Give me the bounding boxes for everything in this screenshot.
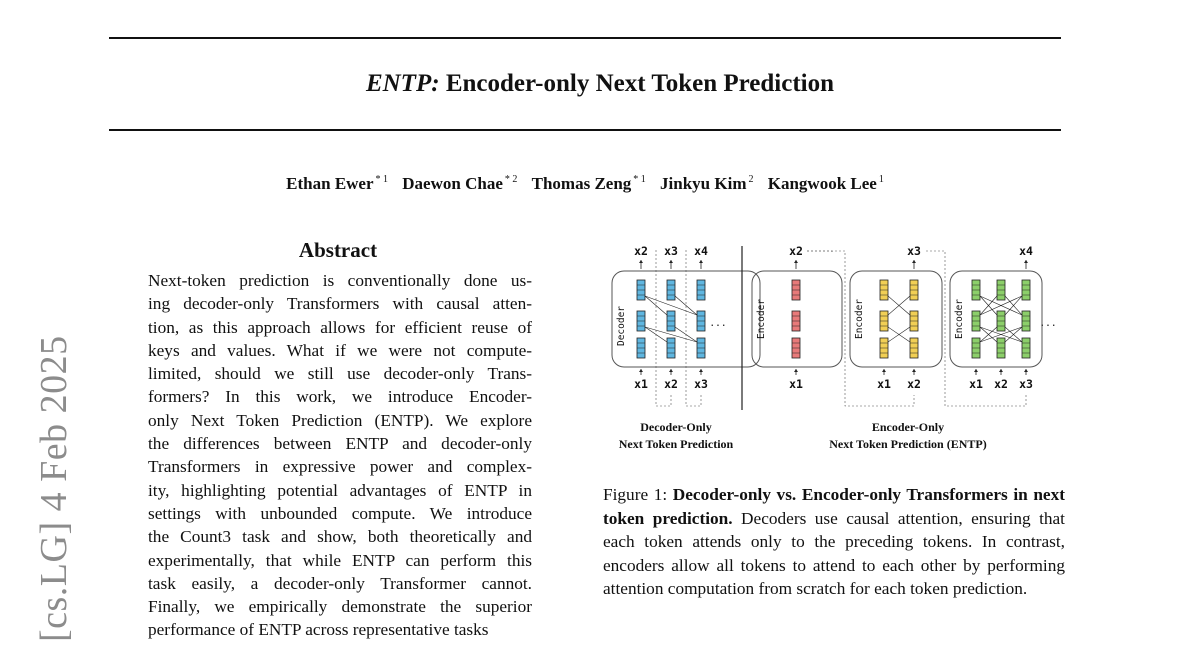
author-affiliation: * 1 (633, 174, 646, 186)
abstract-line: only Next Token Prediction (ENTP). We explore (148, 410, 532, 430)
caption-title: Decoder-only vs. Encoder-only Transformers in next token prediction. (603, 485, 1065, 528)
arrow-head (794, 260, 798, 263)
figure-caption (603, 483, 1065, 601)
abstract-line: ity, highlighting potential advantages of ENTP in (148, 480, 532, 500)
abstract-line: ing decoder-only Transformers with causal atten- (148, 294, 532, 314)
ellipsis: ... (709, 318, 727, 329)
arrow-head (912, 260, 916, 263)
abstract-line: settings with unbounded compute. We introduce (148, 503, 532, 523)
decoder-output-token: x2 (634, 244, 648, 258)
author (402, 174, 517, 193)
author-name: Jinkyu Kim (660, 174, 747, 193)
figure-1-diagram (600, 238, 1070, 458)
arrow-head (974, 369, 978, 372)
arrow-head (669, 369, 673, 372)
abstract-line: Finally, we empirically demonstrate the superior (148, 597, 532, 617)
decoder-output-token: x4 (694, 244, 708, 258)
abstract-line: experimentally, that while ENTP can perform this (148, 550, 532, 570)
abstract-line: task easily, a decoder-only Transformer cannot. (148, 573, 532, 593)
author-name: Kangwook Lee (767, 174, 877, 193)
arrow-head (1024, 260, 1028, 263)
author (660, 174, 753, 193)
abstract-line: the Count3 task and show, both theoretically and (148, 527, 532, 547)
author-name: Daewon Chae (402, 174, 503, 193)
decoder-caption-line-2: Next Token Prediction (618, 437, 734, 451)
abstract-line: the differences between ENTP and decoder-only (148, 434, 532, 454)
caption-label: Figure 1: (603, 485, 673, 504)
decoder-caption-line-1: Decoder-Only (640, 420, 712, 434)
encoder-label: Encoder (854, 298, 865, 340)
paper-title (0, 68, 1200, 100)
arrow-head (912, 369, 916, 372)
arrow-head (669, 260, 673, 263)
abstract-line: Transformers in expressive power and complex- (148, 457, 532, 477)
encoder-input-token: x1 (969, 377, 983, 391)
author (286, 174, 388, 193)
decoder-output-token: x3 (664, 244, 678, 258)
author-list (0, 174, 1170, 194)
encoder-caption-line-1: Encoder-Only (871, 420, 945, 434)
title-text: Encoder-only Next Token Prediction (439, 70, 835, 97)
decoder-input-token: x3 (694, 377, 708, 391)
encoder-label: Encoder (954, 298, 965, 340)
author-name: Ethan Ewer (286, 174, 374, 193)
author-affiliation: 1 (878, 174, 884, 186)
title-acronym: ENTP: (365, 70, 440, 97)
abstract-line: tion, as this approach allows for efficient reuse of (148, 317, 532, 337)
decoder-input-token: x2 (664, 377, 678, 391)
author-affiliation: 2 (748, 174, 754, 186)
encoder-input-token: x1 (789, 377, 803, 391)
top-rule (109, 37, 1061, 39)
author-affiliation: * 1 (375, 174, 389, 186)
abstract-line: keys and values. What if we were not compute- (148, 340, 532, 360)
arrow-head (794, 369, 798, 372)
abstract-line: formers? In this work, we introduce Encoder- (148, 387, 532, 407)
encoder-input-token: x1 (877, 377, 891, 391)
author (532, 174, 646, 193)
arrow-head (1024, 369, 1028, 372)
encoder-caption-line-2: Next Token Prediction (ENTP) (829, 437, 987, 451)
arrow-head (699, 369, 703, 372)
author-name: Thomas Zeng (531, 174, 632, 193)
author (768, 174, 884, 193)
decoder-label: Decoder (616, 305, 627, 347)
abstract-heading: Abstract (298, 238, 378, 262)
arrow-head (699, 260, 703, 263)
arrow-head (882, 369, 886, 372)
abstract-line: performance of ENTP across representative tasks (148, 620, 489, 640)
encoder-output-token: x3 (907, 244, 921, 258)
encoder-input-token: x2 (907, 377, 921, 391)
encoder-output-token: x4 (1019, 244, 1033, 258)
encoder-input-token: x2 (994, 377, 1008, 391)
decoder-input-token: x1 (634, 377, 648, 391)
arrow-head (639, 369, 643, 372)
arrow-head (639, 260, 643, 263)
abstract-body (148, 269, 532, 642)
arxiv-stamp: [cs.LG] 4 Feb 2025 (33, 335, 75, 642)
abstract-line: limited, should we still use decoder-only Trans- (148, 364, 532, 384)
abstract-line: Next-token prediction is conventionally done us- (148, 271, 532, 290)
encoder-output-token: x2 (789, 244, 803, 258)
encoder-input-token: x3 (1019, 377, 1033, 391)
title-bottom-rule (109, 129, 1061, 131)
author-affiliation: * 2 (504, 174, 518, 186)
encoder-label: Encoder (756, 298, 767, 340)
arrow-head (999, 369, 1003, 372)
ellipsis: ... (1039, 318, 1057, 329)
caption-text: Decoders use causal attention, ensuring that each token attends only to the preceding tokens. In contrast, encoders allow all tokens to attend to each other by performing attention computation from scratch for each token prediction. (603, 508, 1065, 598)
